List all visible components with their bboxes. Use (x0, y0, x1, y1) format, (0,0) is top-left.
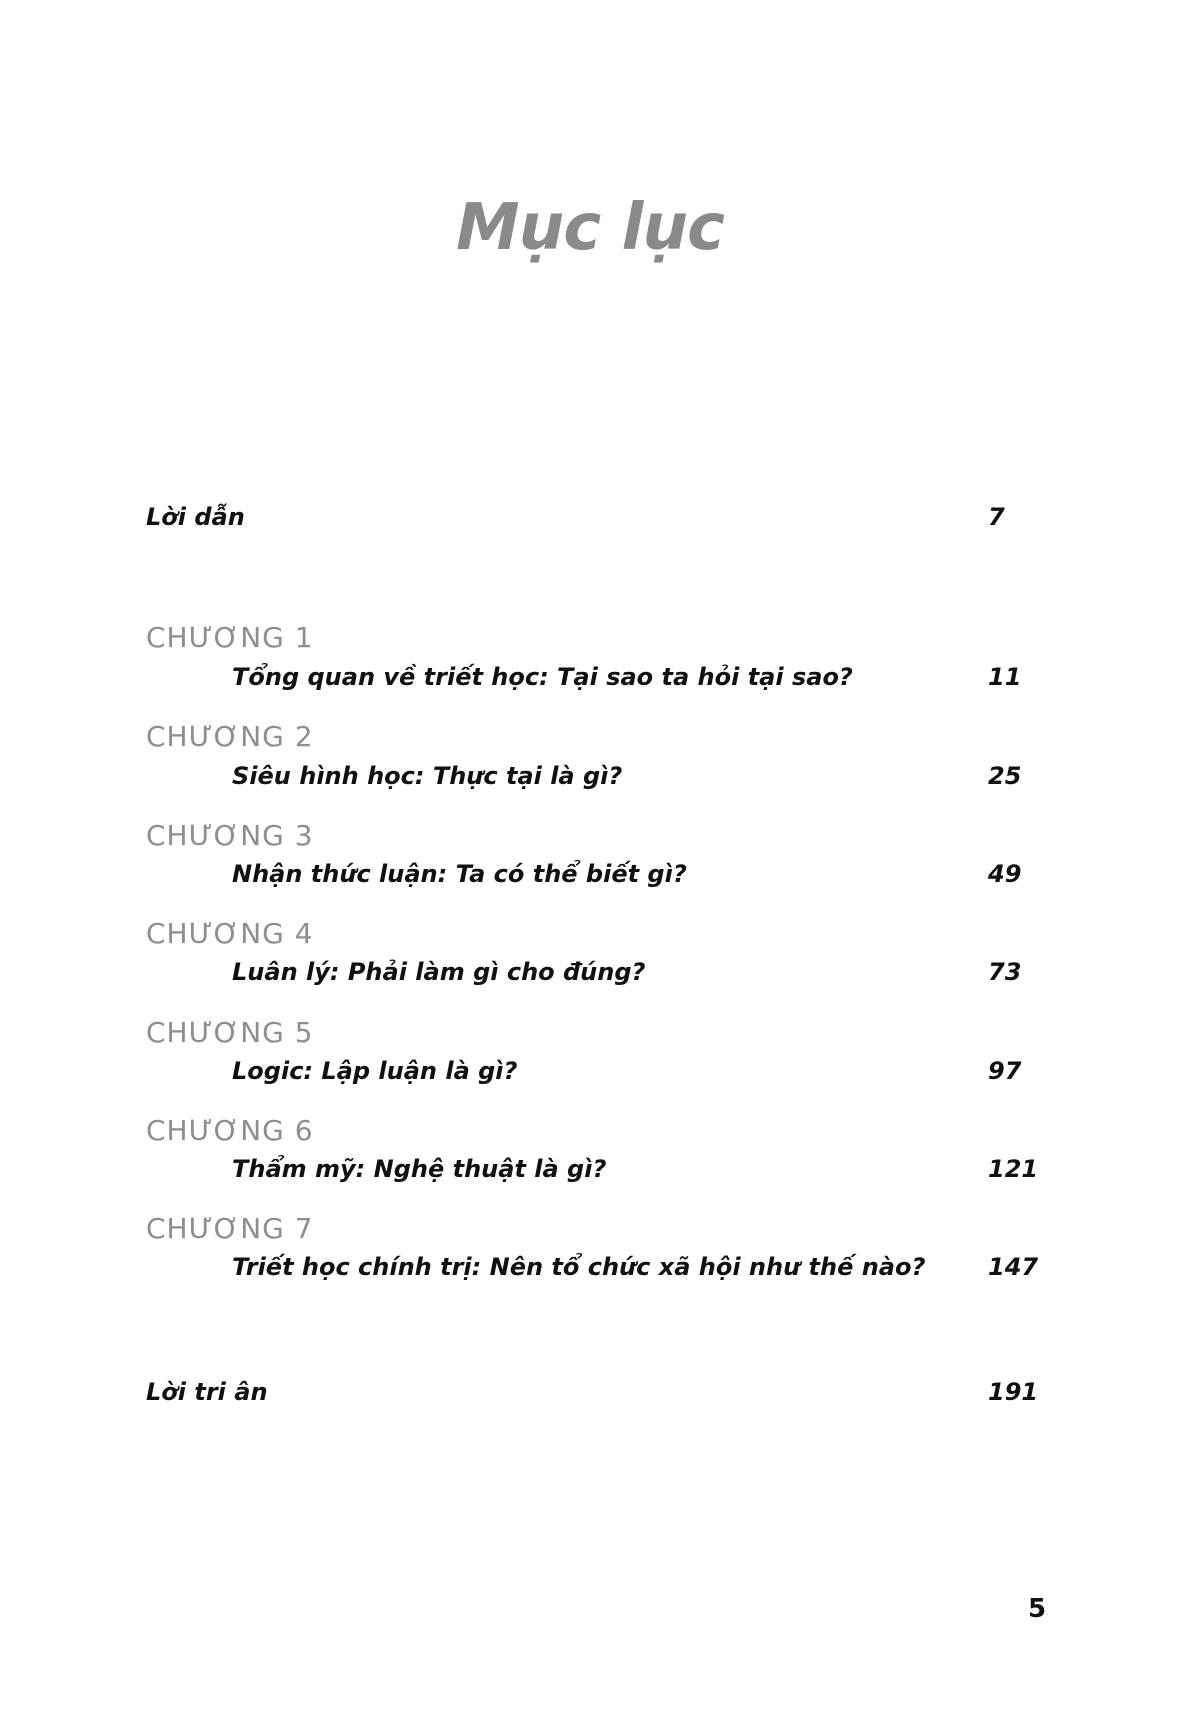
chapter-page: 121 (988, 1155, 1039, 1183)
chapter-title[interactable]: Logic: Lập luận là gì? (232, 1057, 518, 1085)
chapter-title[interactable]: Triết học chính trị: Nên tổ chức xã hội như thế nào? (232, 1253, 926, 1281)
chapter-page: 11 (988, 663, 1022, 691)
chapter-page: 25 (988, 762, 1022, 790)
chapter-page: 73 (988, 958, 1022, 986)
chapter-title[interactable]: Thẩm mỹ: Nghệ thuật là gì? (232, 1155, 607, 1183)
chapter-heading: CHƯƠNG 5 (146, 1016, 314, 1049)
chapter-title[interactable]: Nhận thức luận: Ta có thể biết gì? (232, 860, 687, 888)
chapter-heading: CHƯƠNG 6 (146, 1114, 314, 1147)
chapter-heading: CHƯƠNG 1 (146, 621, 314, 654)
chapter-title[interactable]: Tổng quan về triết học: Tại sao ta hỏi tại sao? (232, 663, 853, 691)
chapter-page: 147 (988, 1253, 1039, 1281)
chapter-page: 49 (988, 860, 1022, 888)
page-title: Mục lục (456, 191, 724, 265)
chapter-title[interactable]: Siêu hình học: Thực tại là gì? (232, 762, 623, 790)
chapter-heading: CHƯƠNG 4 (146, 917, 314, 950)
chapter-heading: CHƯƠNG 7 (146, 1212, 314, 1245)
toc-entry-page: 7 (988, 503, 1005, 531)
chapter-title[interactable]: Luân lý: Phải làm gì cho đúng? (232, 958, 646, 986)
toc-entry-label[interactable]: Lời dẫn (146, 503, 245, 531)
chapter-heading: CHƯƠNG 2 (146, 720, 314, 753)
toc-entry-label[interactable]: Lời tri ân (146, 1378, 268, 1406)
chapter-heading: CHƯƠNG 3 (146, 819, 314, 852)
chapter-page: 97 (988, 1057, 1022, 1085)
page-number: 5 (1028, 1594, 1047, 1624)
toc-entry-page: 191 (988, 1378, 1039, 1406)
